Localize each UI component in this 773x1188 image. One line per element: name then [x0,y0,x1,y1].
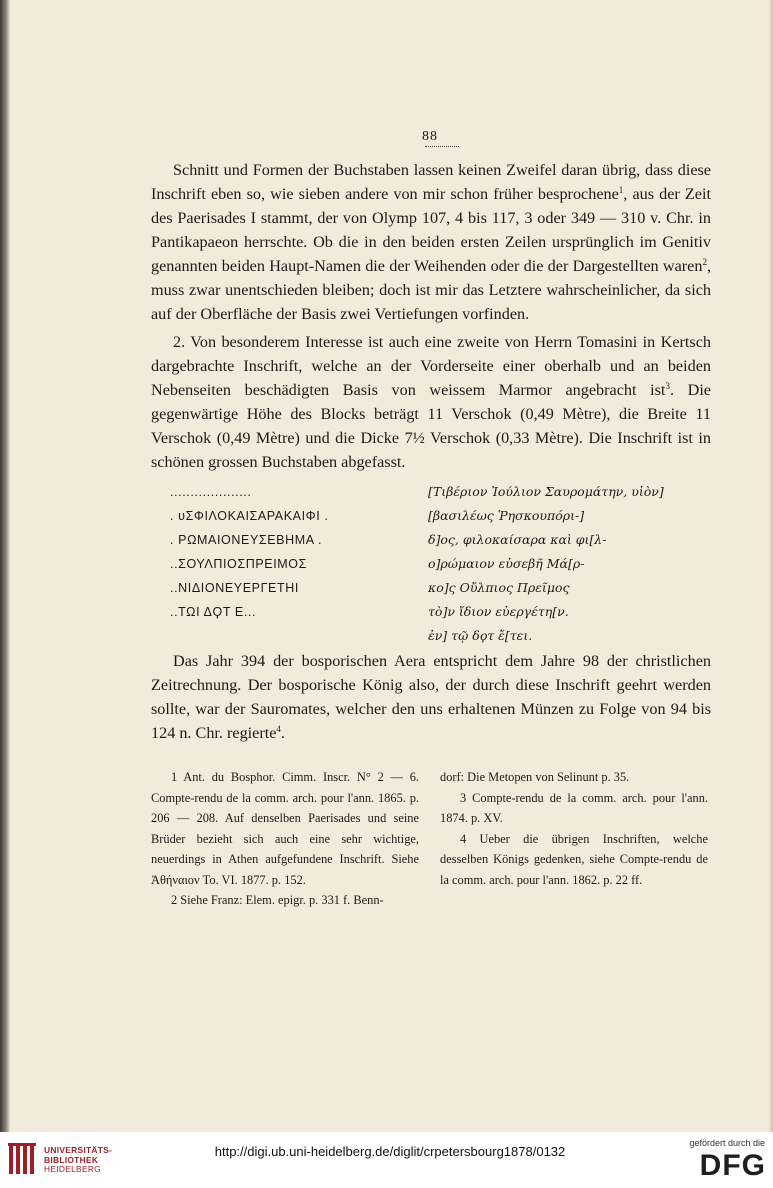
inscription-line: ..ΝΙΔΙΟΝΕΥΕΡΓΕΤΗΙ [170,581,299,595]
book-spine-shadow [0,0,10,1132]
inscription-line: ..ΣΟΥΛΠΙΟΣΠΡΕΙΜΟΣ [170,557,307,571]
paragraph-2 [151,330,711,474]
dfg-logo[interactable]: DFG [699,1149,766,1182]
footnote-continuation: dorf: Die Metopen von Selinunt p. 35. [440,770,630,784]
footnote: 4 Ueber die übrigen Inschriften, welche desselben Königs gedenken, siehe Compte-rendu de la comm. arch. pour l'ann. 1862. p. 22 ff. [440,831,708,887]
inscription-line: ..ΤΩΙ ΔϘΤ Ε... [170,605,257,619]
transcription-line: [βασιλέως Ῥησκουπόρι-] [428,508,585,523]
footnote: 3 Compte-rendu de la comm. arch. pour l'ann. 1874. p. XV. [440,790,708,825]
footnotes-left-column [151,767,419,911]
paragraph-2-text-a: 2. Von besonderem Interesse ist auch eine zweite von Herrn Tomasini in Kertsch dargebrachte Inschrift, welche an der Vorderseite einer oberhalb und an beiden Nebenseiten beschädigten Basis von weissem Marmor angebracht ist [151,333,711,399]
footnotes-right-column [440,767,708,890]
paragraph-3 [151,649,711,745]
transcription-line: κο]ς Οὔλπιος Πρεῖμος [428,580,570,595]
page-edge [769,0,773,1132]
inscription-line: .................... [170,485,252,499]
transcription-line: [Τιβέριον Ἰούλιον Σαυρομάτην, υἱὸν] [428,484,664,499]
footnote-ref-2[interactable]: 2 [702,257,707,267]
paragraph-3-text-a: Das Jahr 394 der bosporischen Aera entspricht dem Jahre 98 der christlichen Zeitrechnung. Der bosporische König also, der durch diese Inschrift geehrt werden sollte, war der Sauromates, welcher den uns erhaltenen Münzen zu Folge von 94 bis 124 n. Chr. regierte [151,652,711,742]
paragraph-1-text-b: , aus der Zeit des Paerisades I stammt, der von Olymp 107, 4 bis 117, 3 oder 349 — 310 v. Chr. in Pantikapaeon herrschte. Ob die in den beiden ersten Zeilen ursprünglich im Genitiv genannten beiden Haupt-Namen die der Weihenden oder die der Dargestellten waren [151,185,711,275]
inscription-transcription-block [428,480,718,648]
footnote: 1 Ant. du Bosphor. Cimm. Inscr. N° 2 — 6. Compte-rendu de la comm. arch. pour l'ann. 1865. p. 206 — 208. Auf denselben Paerisades und seine Brüder bezieht sich auch eine sehr wichtige, neuerdings in Athen aufgefundene Inschrift. Siehe Ἀθήναιον To. VI. 1877. p. 152. [151,770,419,887]
inscription-uncial-block [170,480,410,624]
page-number-ornament [425,146,459,147]
footnote-ref-4[interactable]: 4 [276,724,281,734]
funding-note: gefördert durch die [689,1138,765,1148]
footnote-ref-3[interactable]: 3 [665,381,670,391]
transcription-line: τὸ]ν ἴδιον εὐεργέτη[ν. [428,604,569,619]
footnote: 2 Siehe Franz: Elem. epigr. p. 331 f. Benn- [171,893,384,907]
transcription-line: δ]ος, φιλοκαίσαρα καὶ φι[λ- [428,532,607,547]
inscription-line: . ΡΩΜΑΙΟΝΕΥΣΕΒΗΜΑ . [170,533,323,547]
footnote-ref-1[interactable]: 1 [618,185,624,195]
inscription-line: . υΣΦΙΛΟΚΑΙΣΑΡΑΚΑΙΦΙ . [170,509,329,523]
paragraph-1-text-a: Schnitt und Formen der Buchstaben lassen keinen Zweifel daran übrig, dass diese Inschrift eben so, wie sieben andere von mir schon früher besprochene [151,161,711,203]
permalink-url[interactable]: http://digi.ub.uni-heidelberg.de/diglit/crpetersbourg1878/0132 [214,1144,566,1159]
paragraph-3-text-b: . [280,724,285,742]
page-number: 88 [422,129,438,144]
paragraph-1 [151,158,711,326]
transcription-line: ἐν] τῷ δϙτ ἔ[τει. [428,628,533,643]
paragraph-2-text-b: . Die gegenwärtige Höhe des Blocks beträgt 11 Verschok (0,49 Mètre), die Breite 11 Verschok (0,49 Mètre) und die Dicke 7½ Verschok (0,33 Mètre). Die Inschrift ist in schönen grossen Buchstaben abgefasst. [151,381,711,471]
university-library-logo-icon[interactable] [8,1143,40,1177]
transcription-line: ο]ρώμαιον εὐσεβῆ Μά[ρ- [428,556,585,571]
paragraph-1-text-c: , muss zwar unentschieden bleiben; doch ist mir das Letztere wahrscheinlicher, da sich auf der Oberfläche der Basis zwei Vertiefungen vorfinden. [151,257,711,323]
university-library-name[interactable]: UNIVERSITÄTS- BIBLIOTHEK HEIDELBERG [44,1145,113,1174]
